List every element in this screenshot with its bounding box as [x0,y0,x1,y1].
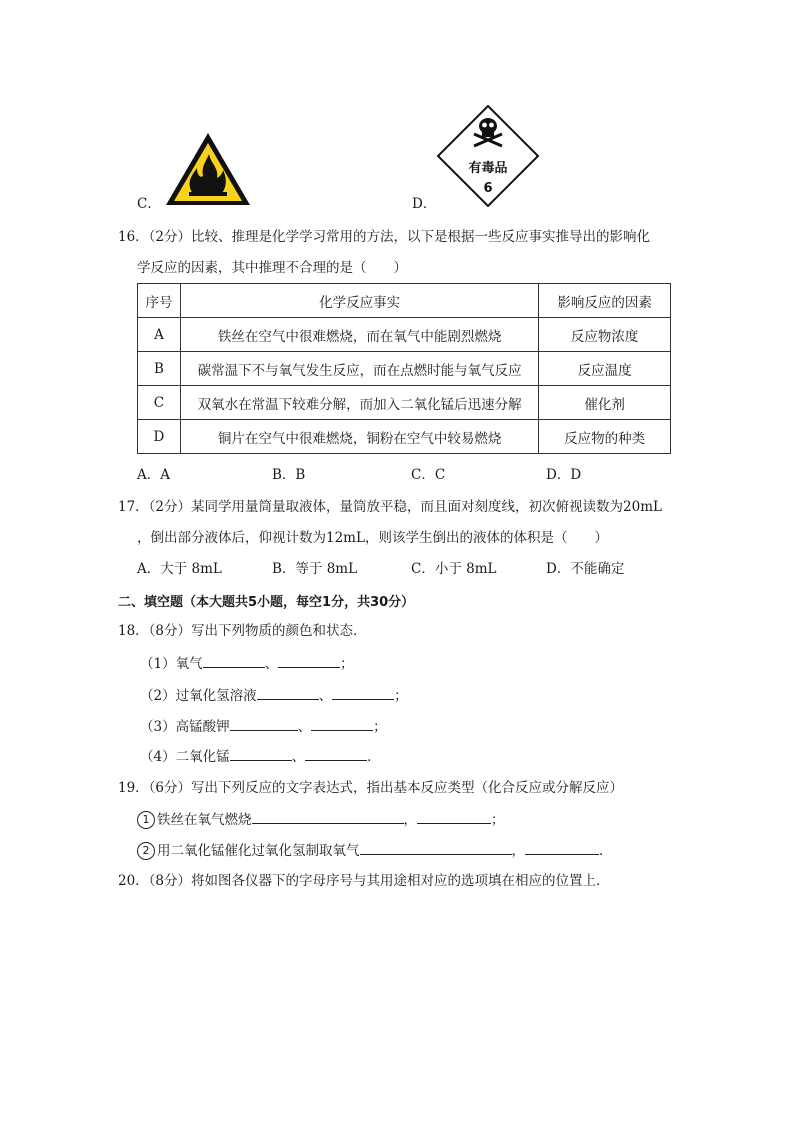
flammable-warning-icon [163,130,253,208]
section-title-fill-in: 二、填空题（本大题共5小题，每空1分，共30分） [118,595,415,610]
circled-number-2: 2 [137,842,155,860]
q18-item-label: （2）过氧化氢溶液 [140,688,257,704]
table-cell: D [138,420,181,454]
toxic-sign-number: 6 [483,181,493,196]
line-end: ； [394,688,408,704]
table-cell: B [138,352,181,386]
q16-option-a: A．A [137,467,170,483]
answer-blank[interactable] [332,685,394,700]
q19-item-label: 铁丝在氧气燃烧 [157,812,252,828]
answer-blank[interactable] [525,840,599,855]
q18-item-1 [140,653,354,674]
separator: ， [511,843,525,859]
line-end: ． [367,749,381,765]
table-header-cell: 序号 [138,284,181,318]
line-end: ； [491,812,505,828]
table-header-row [138,284,671,318]
line-end: ； [340,656,354,672]
q18-item-label: （4）二氧化锰 [140,749,230,765]
table-cell: 铁丝在空气中很难燃烧，而在氧气中能剧烈燃烧 [180,318,538,352]
answer-blank[interactable] [257,685,319,700]
table-cell: 反应物浓度 [539,318,671,352]
q19-item-label: 用二氧化锰催化过氧化氢制取氧气 [157,843,360,859]
separator: ， [403,812,417,828]
table-cell: C [138,386,181,420]
q18-item-3 [140,716,387,737]
table-header-cell: 化学反应事实 [180,284,538,318]
table-cell: 铜片在空气中很难燃烧，铜粉在空气中较易燃烧 [180,420,538,454]
q17-option-b: B．等于 8mL [272,561,358,577]
q18-stem: 18．（8分）写出下列物质的颜色和状态． [118,623,367,639]
q19-stem: 19．（6分）写出下列反应的文字表达式，指出基本反应类型（化合反应或分解反应） [118,780,624,796]
q16-stem-line2: 学反应的因素，其中推理不合理的是（ ） [137,260,407,276]
answer-blank[interactable] [203,653,265,668]
separator: 、 [291,749,306,765]
option-c-label: C． [137,196,161,212]
table-cell: 双氧水在常温下较难分解，而加入二氧化锰后迅速分解 [180,386,538,420]
line-end: ； [373,719,387,735]
table-cell: 反应物的种类 [539,420,671,454]
q17-option-a: A．大于 8mL [137,561,222,577]
table-cell: 碳常温下不与氧气发生反应，而在点燃时能与氧气反应 [180,352,538,386]
table-cell: 催化剂 [539,386,671,420]
q17-stem-line2: ，倒出部分液体后，仰视计数为12mL，则该学生倒出的液体的体积是（ ） [137,530,608,546]
table-header-cell: 影响反应的因素 [539,284,671,318]
separator: 、 [297,719,312,735]
q16-option-c: C．C [411,467,446,483]
q18-item-label: （3）高锰酸钾 [140,719,230,735]
reaction-facts-table [137,283,671,454]
option-d-label: D． [412,196,437,212]
q17-option-c: C．小于 8mL [411,561,497,577]
toxic-sign [436,104,540,208]
q19-item-2 [137,840,613,861]
answer-blank[interactable] [252,809,404,824]
q18-item-4 [140,746,381,767]
q16-option-d: D．D [546,467,582,483]
table-row [138,386,671,420]
circled-number-1: 1 [137,811,155,829]
answer-blank[interactable] [278,653,340,668]
table-row [138,318,671,352]
table-cell: A [138,318,181,352]
table-row [138,420,671,454]
separator: 、 [318,688,333,704]
q19-item-1 [137,809,505,830]
table-cell: 反应温度 [539,352,671,386]
table-row [138,352,671,386]
q16-option-b: B．B [272,467,306,483]
separator: 、 [264,656,279,672]
answer-blank[interactable] [230,746,292,761]
answer-blank[interactable] [311,716,373,731]
answer-blank[interactable] [417,809,491,824]
q17-stem-line1: 17．（2分）某同学用量筒量取液体，量筒放平稳，而且面对刻度线，初次俯视读数为20mL [118,499,662,515]
q16-stem-line1: 16．（2分）比较、推理是化学学习常用的方法，以下是根据一些反应事实推导出的影响化 [118,229,651,245]
q18-item-2 [140,685,408,706]
toxic-sign-text: 有毒品 [468,161,508,176]
answer-blank[interactable] [230,716,298,731]
answer-blank[interactable] [360,840,512,855]
q17-option-d: D．不能确定 [546,561,625,577]
q18-item-label: （1）氧气 [140,656,203,672]
line-end: ． [599,843,613,859]
answer-blank[interactable] [305,746,367,761]
q20-stem: 20．（8分）将如图各仪器下的字母序号与其用途相对应的选项填在相应的位置上． [118,873,610,889]
